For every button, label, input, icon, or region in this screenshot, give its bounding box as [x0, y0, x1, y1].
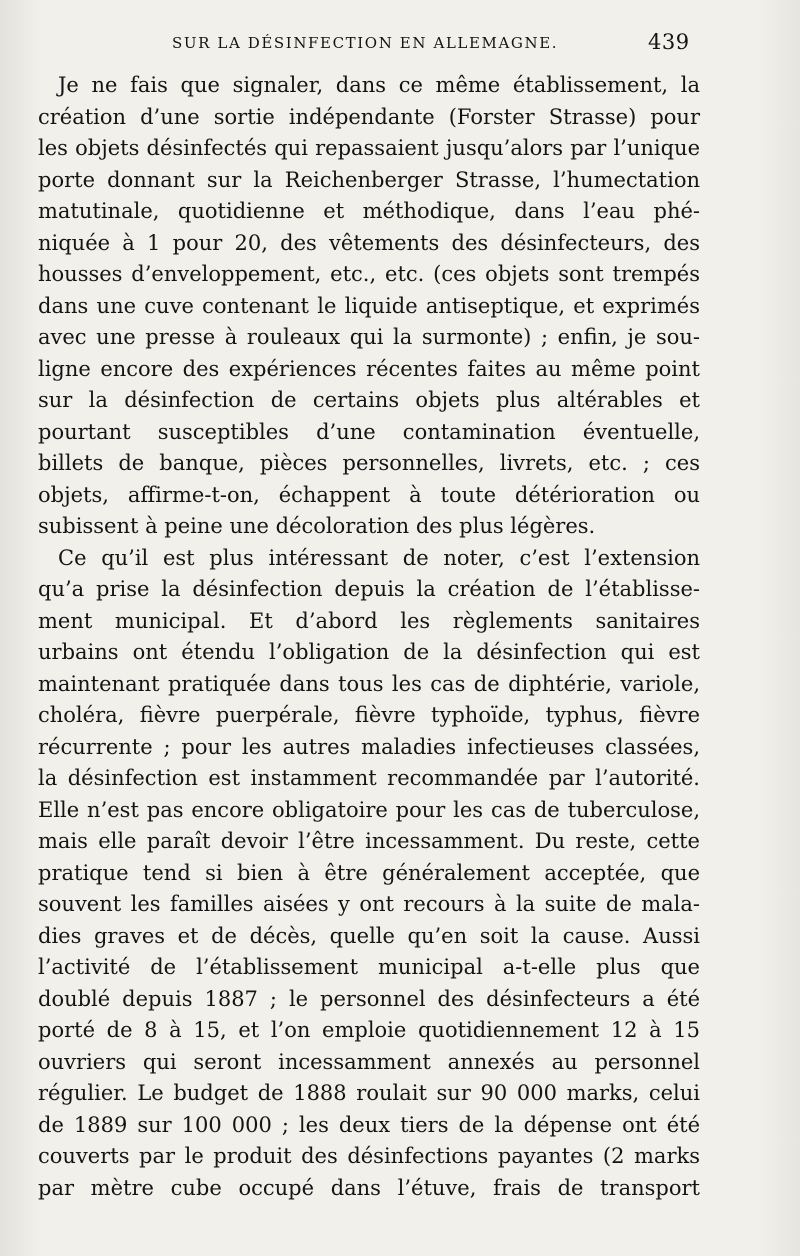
- text-line: niquée à 1 pour 20, des vêtements des désinfecteurs, des: [38, 230, 700, 255]
- text-line: la désinfection est instamment recommandée par l’autorité.: [38, 766, 700, 790]
- text-line: par mètre cube occupé dans l’étuve, frais de transport: [38, 1175, 700, 1200]
- text-line: matutinale, quotidienne et méthodique, dans l’eau phé-: [38, 199, 700, 223]
- text-line: de 1889 sur 100 000 ; les deux tiers de la dépense ont été: [38, 1112, 700, 1137]
- text-line: mais elle paraît devoir l’être incessamment. Du reste, cette: [38, 829, 700, 853]
- text-line: régulier. Le budget de 1888 roulait sur 90 000 marks, celui: [38, 1081, 700, 1105]
- text-line: pratique tend si bien à être généralement acceptée, que: [38, 860, 700, 885]
- text-line: maintenant pratiquée dans tous les cas de diphtérie, variole,: [38, 671, 700, 696]
- text-line: doublé depuis 1887 ; le personnel des désinfecteurs a été: [38, 986, 700, 1011]
- running-title: SUR LA DÉSINFECTION EN ALLEMAGNE.: [172, 34, 559, 52]
- text-line: billets de banque, pièces personnelles, livrets, etc. ; ces: [38, 451, 700, 475]
- text-line: ouvriers qui seront incessamment annexés au personnel: [38, 1049, 700, 1074]
- text-line: récurrente ; pour les autres maladies infectieuses classées,: [38, 734, 700, 759]
- text-line: les objets désinfectés qui repassaient jusqu’alors par l’unique: [38, 136, 700, 160]
- page-number: 439: [648, 30, 690, 54]
- text-line: housses d’enveloppement, etc., etc. (ces objets sont trempés: [38, 262, 700, 286]
- text-line: urbains ont étendu l’obligation de la désinfection qui est: [38, 640, 700, 664]
- text-line: choléra, fièvre puerpérale, fièvre typhoïde, typhus, fièvre: [38, 703, 700, 727]
- text-line: couverts par le produit des désinfections payantes (2 marks: [38, 1144, 700, 1168]
- text-line: qu’a prise la désinfection depuis la création de l’établisse-: [38, 577, 700, 601]
- text-line: ligne encore des expériences récentes faites au même point: [38, 356, 700, 381]
- text-line: sur la désinfection de certains objets plus altérables et: [38, 388, 700, 412]
- text-line: porté de 8 à 15, et l’on emploie quotidiennement 12 à 15: [38, 1018, 700, 1042]
- text-line: avec une presse à rouleaux qui la surmonte) ; enfin, je sou-: [38, 325, 700, 349]
- text-line: création d’une sortie indépendante (Forster Strasse) pour: [38, 104, 700, 129]
- text-line: subissent à peine une décoloration des plus légères.: [38, 514, 596, 538]
- text-line: Elle n’est pas encore obligatoire pour les cas de tuberculose,: [38, 797, 700, 822]
- text-line: dies graves et de décès, quelle qu’en soit la cause. Aussi: [38, 923, 700, 948]
- text-line: Je ne fais que signaler, dans ce même établissement, la: [58, 73, 700, 97]
- text-line: souvent les familles aisées y ont recours à la suite de mala-: [38, 892, 700, 916]
- running-head: [0, 30, 800, 60]
- text-line: Ce qu’il est plus intéressant de noter, c’est l’extension: [58, 545, 700, 570]
- text-line: ment municipal. Et d’abord les règlements sanitaires: [38, 608, 700, 633]
- text-line: objets, affirme-t-on, échappent à toute détérioration ou: [38, 482, 700, 507]
- text-line: dans une cuve contenant le liquide antiseptique, et exprimés: [38, 293, 700, 318]
- text-line: porte donnant sur la Reichenberger Strasse, l’humectation: [38, 167, 700, 192]
- text-line: l’activité de l’établissement municipal a-t-elle plus que: [38, 955, 700, 979]
- text-line: pourtant susceptibles d’une contamination éventuelle,: [38, 419, 700, 444]
